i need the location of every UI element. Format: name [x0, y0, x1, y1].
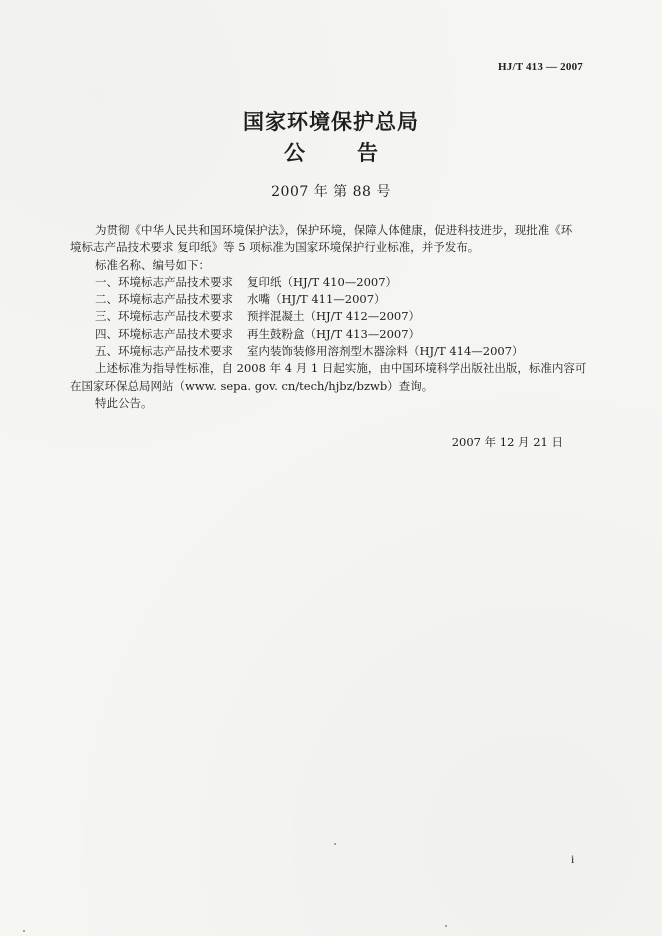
scan-speck	[334, 843, 336, 845]
intro-line-1: 为贯彻《中华人民共和国环境保护法》，保护环境，保障人体健康，促进科技进步，现批准《环	[95, 223, 573, 237]
standard-name: 预拌混凝土（HJ/T 412—2007）	[247, 309, 421, 324]
standard-item	[70, 308, 600, 325]
issue-date: 2007 年 12 月 21 日	[451, 435, 563, 449]
standard-item	[70, 274, 600, 291]
standard-item	[70, 326, 600, 343]
standard-prefix: 三、环境标志产品技术要求	[95, 309, 233, 324]
closing-line: 特此公告。	[95, 395, 153, 410]
standard-prefix: 一、环境标志产品技术要求	[95, 274, 233, 289]
standard-name: 水嘴（HJ/T 411—2007）	[247, 292, 386, 307]
announcement-title: 公告	[284, 140, 430, 165]
scan-speck	[445, 925, 447, 927]
intro-line-2: 境标志产品技术要求 复印纸》等 5 项标准为国家环境保护行业标准，并予发布。	[70, 240, 480, 255]
standard-name: 复印纸（HJ/T 410—2007）	[247, 274, 398, 289]
standard-item	[70, 291, 600, 308]
list-heading: 标准名称、编号如下：	[95, 257, 210, 272]
standard-prefix: 五、环境标志产品技术要求	[95, 344, 233, 359]
implementation-line-2: 在国家环保总局网站（www. sepa. gov. cn/tech/hjbz/bzwb）查询。	[70, 378, 434, 393]
issuer-title: 国家环境保护总局	[243, 109, 419, 134]
scan-speck	[23, 930, 25, 932]
announcement-body	[70, 222, 600, 412]
implementation-line-1: 上述标准为指导性标准，自 2008 年 4 月 1 日起实施，由中国环境科学出版社出版，标准内容可	[95, 361, 587, 376]
standard-item	[70, 343, 600, 360]
page-number: i	[571, 852, 575, 866]
issue-number: 2007 年 第 88 号	[271, 184, 391, 200]
standard-prefix: 二、环境标志产品技术要求	[95, 292, 233, 307]
standard-name: 再生鼓粉盒（HJ/T 413—2007）	[247, 326, 421, 341]
standard-code: HJ/T 413 — 2007	[497, 61, 583, 73]
standard-prefix: 四、环境标志产品技术要求	[95, 326, 233, 341]
standard-name: 室内装饰装修用溶剂型木器涂料（HJ/T 414—2007）	[247, 344, 524, 359]
